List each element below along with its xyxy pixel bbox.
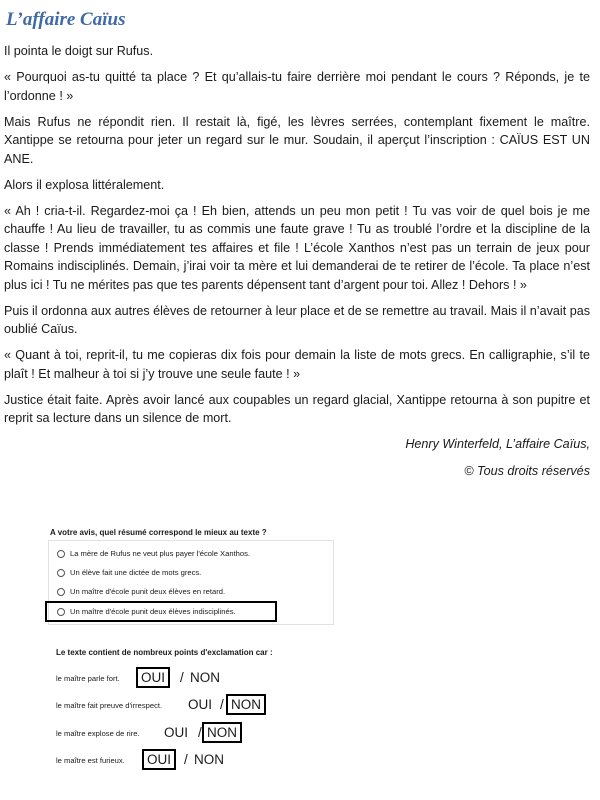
story-text [4, 42, 590, 480]
paragraph: Alors il explosa littéralement. [4, 177, 165, 192]
answer-row [56, 666, 120, 690]
radio-icon[interactable] [57, 588, 65, 596]
answer-row [56, 693, 162, 717]
oui-option[interactable]: OUI [164, 725, 189, 740]
summary-choice[interactable] [49, 544, 333, 563]
radio-icon[interactable] [57, 608, 65, 616]
separator: / [180, 670, 184, 685]
non-option[interactable]: NON [194, 752, 224, 767]
radio-icon[interactable] [57, 550, 65, 558]
oui-option[interactable]: OUI [188, 697, 213, 712]
summary-choice[interactable] [49, 582, 333, 601]
summary-choices [48, 540, 334, 625]
non-option-selected[interactable]: NON [226, 694, 266, 715]
paragraph: Mais Rufus ne répondit rien. Il restait là, figé, les lèvres serrées, contemplant fixement le maître. Xantippe se retourna pour jeter un regard sur le mur. Soudain, il aperçut l’inscription : CAÏUS EST UN ANE. [4, 114, 590, 166]
paragraph: Il pointa le doigt sur Rufus. [4, 44, 154, 58]
paragraph: « Ah ! cria-t-il. Regardez-moi ça ! Eh bien, attends un peu mon petit ! Tu vas voir de quel bois je me chauffe ! Au lieu de travailler, tu as commis une faute grave ! Tu as troublé l’ordre et la discipline de la classe ! Prends immédiatement tes affaires et file ! L’école Xanthos n’est pas un terrain de jeux pour Romains indisciplinés. Demain, j’irai voir ta mère et lui demanderai de te retirer de l’école. Ta place n’est plus ici ! Tu ne mérites pas que tes parents dépensent tant d’argent pour toi. Allez ! Dehors ! » [4, 203, 590, 292]
summary-choice[interactable] [49, 563, 333, 582]
summary-question-prompt: A votre avis, quel résumé correspond le mieux au texte ? [50, 528, 267, 537]
copyright-notice: © Tous droits réservés [464, 463, 590, 478]
summary-question [48, 528, 338, 625]
summary-choice-selected[interactable] [45, 601, 277, 622]
separator: / [198, 725, 202, 740]
summary-choice-label: Un élève fait une dictée de mots grecs. [70, 568, 202, 577]
paragraph: « Quant à toi, reprit-il, tu me copieras dix fois pour demain la liste de mots grecs. En calligraphie, s’il te plaît ! Et malheur à toi si j’y trouve une seule faute ! » [4, 348, 590, 381]
summary-choice-label: La mère de Rufus ne veut plus payer l'école Xanthos. [70, 549, 251, 558]
oui-option-selected[interactable]: OUI [136, 667, 170, 688]
answer-row-label: le maître fait preuve d'irrespect. [56, 700, 163, 710]
summary-choice-label: Un maître d'école punit deux élèves indisciplinés. [70, 607, 236, 616]
answer-row [56, 721, 140, 745]
paragraph: Puis il ordonna aux autres élèves de retourner à leur place et de se remettre au travail. Mais il n’avait pas oublié Caïus. [4, 303, 590, 336]
answer-row-label: le maître explose de rire. [56, 728, 140, 738]
summary-choice-label: Un maître d'école punit deux élèves en retard. [70, 587, 226, 596]
exclamation-question [56, 648, 356, 767]
exclamation-question-prompt: Le texte contient de nombreux points d'exclamation car : [56, 648, 273, 657]
answer-row [56, 748, 125, 772]
paragraph: « Pourquoi as-tu quitté ta place ? Et qu’allais-tu faire derrière moi pendant le cours ? Réponds, je te l’ordonne ! » [4, 70, 590, 103]
answer-row-label: le maître parle fort. [56, 673, 120, 683]
non-option-selected[interactable]: NON [202, 722, 242, 743]
separator: / [220, 697, 224, 712]
non-option[interactable]: NON [190, 670, 220, 685]
story-title: L’affaire Caïus [6, 9, 126, 30]
author-credit: Henry Winterfeld, L’affaire Caïus, [405, 437, 590, 451]
answer-row-label: le maître est furieux. [56, 755, 125, 765]
oui-option-selected[interactable]: OUI [142, 749, 176, 770]
radio-icon[interactable] [57, 569, 65, 577]
paragraph: Justice était faite. Après avoir lancé aux coupables un regard glacial, Xantippe retourna à son pupitre et reprit sa lecture dans un silence de mort. [4, 392, 590, 425]
separator: / [184, 752, 188, 767]
